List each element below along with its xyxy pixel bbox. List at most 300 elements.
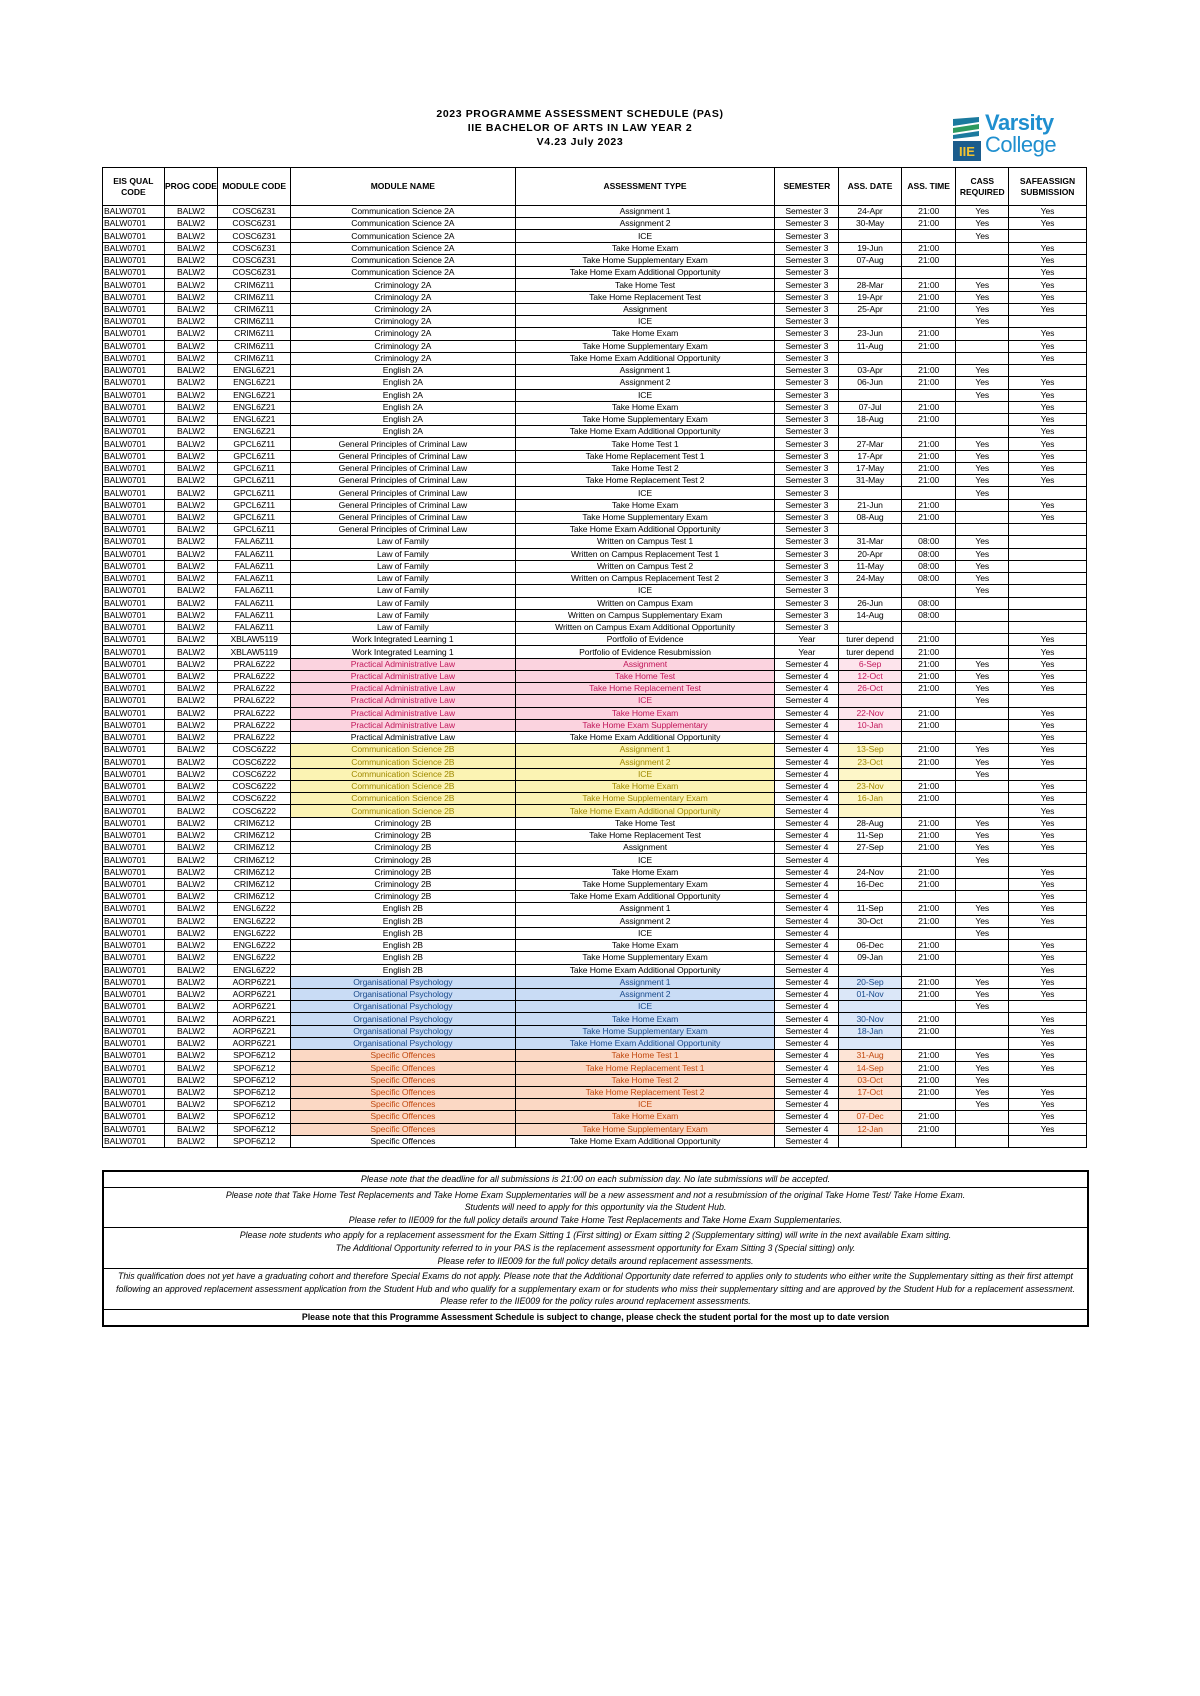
table-cell: BALW0701	[103, 1001, 165, 1013]
table-cell: BALW0701	[103, 413, 165, 425]
table-cell	[839, 316, 902, 328]
table-cell: Assignment 1	[515, 744, 775, 756]
table-cell: ICE	[515, 768, 775, 780]
table-cell: Yes	[1009, 964, 1087, 976]
table-cell	[956, 1037, 1009, 1049]
table-cell	[1009, 768, 1087, 780]
table-cell: FALA6Z11	[218, 609, 291, 621]
table-cell: Yes	[1009, 658, 1087, 670]
table-cell: Yes	[1009, 389, 1087, 401]
table-cell: 21:00	[901, 340, 956, 352]
table-cell	[956, 597, 1009, 609]
table-cell: Yes	[956, 487, 1009, 499]
table-row	[103, 340, 1087, 352]
table-cell: 08:00	[901, 597, 956, 609]
table-cell: Semester 4	[775, 756, 839, 768]
table-cell: Yes	[956, 548, 1009, 560]
table-cell: BALW2	[164, 878, 218, 890]
table-cell: BALW2	[164, 524, 218, 536]
table-cell	[956, 707, 1009, 719]
table-cell	[839, 267, 902, 279]
table-cell: 21:00	[901, 1013, 956, 1025]
table-cell: Yes	[956, 316, 1009, 328]
table-cell: Criminology 2B	[291, 866, 516, 878]
table-cell	[901, 927, 956, 939]
table-cell: Semester 3	[775, 585, 839, 597]
table-cell: Semester 4	[775, 707, 839, 719]
table-cell: Yes	[1009, 903, 1087, 915]
table-cell: Take Home Exam	[515, 707, 775, 719]
table-cell: ENGL6Z22	[218, 940, 291, 952]
table-cell: Semester 3	[775, 316, 839, 328]
table-cell: Semester 4	[775, 658, 839, 670]
table-cell: BALW2	[164, 1086, 218, 1098]
table-cell: Semester 3	[775, 573, 839, 585]
table-cell: Take Home Supplementary Exam	[515, 793, 775, 805]
table-row	[103, 707, 1087, 719]
table-cell: 16-Jan	[839, 793, 902, 805]
table-cell: Take Home Exam Additional Opportunity	[515, 964, 775, 976]
table-cell: BALW2	[164, 1062, 218, 1074]
table-cell	[956, 646, 1009, 658]
table-cell: Semester 3	[775, 218, 839, 230]
table-cell: English 2A	[291, 401, 516, 413]
table-cell: BALW0701	[103, 548, 165, 560]
table-cell: Take Home Test	[515, 817, 775, 829]
table-row	[103, 254, 1087, 266]
table-cell: Semester 3	[775, 267, 839, 279]
table-cell: 21:00	[901, 365, 956, 377]
table-cell	[901, 1001, 956, 1013]
table-row	[103, 450, 1087, 462]
table-cell: BALW0701	[103, 732, 165, 744]
table-cell: Yes	[1009, 475, 1087, 487]
table-cell: BALW2	[164, 585, 218, 597]
table-cell: 28-Mar	[839, 279, 902, 291]
table-row	[103, 683, 1087, 695]
table-cell: FALA6Z11	[218, 573, 291, 585]
table-cell: Semester 4	[775, 989, 839, 1001]
table-cell	[956, 254, 1009, 266]
table-cell: FALA6Z11	[218, 597, 291, 609]
table-cell: 13-Sep	[839, 744, 902, 756]
table-cell: Take Home Replacement Test	[515, 291, 775, 303]
table-cell: Take Home Replacement Test 1	[515, 450, 775, 462]
note-line: This qualification does not yet have a graduating cohort and therefore Special Exams do not apply. Please note that the Additional Opportunity date referred to applies only to students who either write the Supplementary sitting as their first attempt following an approved replacement assessment application from the Student Hub and who qualify for a supplementary exam or for students who miss their supplementary sitting and are approved by the Student Hub for a replacement assessment. Please refer to the IIE009 for the policy rules around replacement assessments.	[116, 1271, 1075, 1307]
table-cell: Assignment 2	[515, 989, 775, 1001]
table-cell: Yes	[956, 829, 1009, 841]
table-cell	[839, 487, 902, 499]
table-cell: Communication Science 2B	[291, 768, 516, 780]
table-cell: Semester 3	[775, 560, 839, 572]
table-cell: 21:00	[901, 781, 956, 793]
table-cell: Yes	[1009, 1013, 1087, 1025]
table-row	[103, 573, 1087, 585]
table-cell: 21:00	[901, 511, 956, 523]
table-cell: BALW0701	[103, 719, 165, 731]
table-cell: Yes	[1009, 891, 1087, 903]
table-cell: COSC6Z22	[218, 781, 291, 793]
table-cell: 21:00	[901, 1074, 956, 1086]
table-cell	[956, 524, 1009, 536]
table-cell: Yes	[956, 695, 1009, 707]
table-cell: Communication Science 2B	[291, 744, 516, 756]
table-cell: BALW2	[164, 438, 218, 450]
table-cell: Semester 3	[775, 462, 839, 474]
table-cell: Criminology 2B	[291, 878, 516, 890]
table-cell: 21:00	[901, 242, 956, 254]
table-cell: ENGL6Z21	[218, 426, 291, 438]
table-cell: Take Home Supplementary Exam	[515, 878, 775, 890]
table-cell: BALW0701	[103, 1037, 165, 1049]
table-cell: ICE	[515, 1001, 775, 1013]
note-line: Please refer to IIE009 for the full policy details around replacement assessments.	[437, 1255, 754, 1266]
table-cell	[901, 854, 956, 866]
table-cell: 21:00	[901, 756, 956, 768]
table-cell: Semester 4	[775, 1050, 839, 1062]
table-cell: Yes	[956, 279, 1009, 291]
table-cell: Semester 4	[775, 842, 839, 854]
table-cell: 21:00	[901, 438, 956, 450]
table-cell: BALW0701	[103, 560, 165, 572]
table-cell: Law of Family	[291, 597, 516, 609]
table-cell: Specific Offences	[291, 1111, 516, 1123]
note-line: The Additional Opportunity referred to in your PAS is the replacement assessment opportunity for Exam Sitting 3 (Special sitting) only.	[335, 1242, 856, 1253]
table-cell: CRIM6Z11	[218, 316, 291, 328]
table-cell: SPOF6Z12	[218, 1050, 291, 1062]
table-cell: BALW2	[164, 401, 218, 413]
table-cell: CRIM6Z11	[218, 352, 291, 364]
table-cell: BALW2	[164, 340, 218, 352]
table-cell	[1009, 695, 1087, 707]
table-cell: BALW0701	[103, 1050, 165, 1062]
table-cell: BALW2	[164, 756, 218, 768]
table-cell: Take Home Exam	[515, 1111, 775, 1123]
table-cell: 31-Aug	[839, 1050, 902, 1062]
table-cell: Communication Science 2B	[291, 756, 516, 768]
note-block	[104, 1310, 1087, 1325]
table-row	[103, 793, 1087, 805]
table-cell: Organisational Psychology	[291, 989, 516, 1001]
table-cell: BALW2	[164, 242, 218, 254]
table-cell: Take Home Exam	[515, 1013, 775, 1025]
table-cell: Yes	[956, 573, 1009, 585]
table-cell: BALW0701	[103, 1123, 165, 1135]
table-row	[103, 621, 1087, 633]
table-row	[103, 389, 1087, 401]
table-cell: 27-Mar	[839, 438, 902, 450]
table-cell: BALW0701	[103, 206, 165, 218]
table-cell: turer depend	[839, 646, 902, 658]
table-cell: 31-Mar	[839, 536, 902, 548]
table-cell: COSC6Z31	[218, 242, 291, 254]
table-cell: BALW0701	[103, 573, 165, 585]
table-cell: ICE	[515, 487, 775, 499]
table-cell	[839, 854, 902, 866]
table-cell: English 2A	[291, 389, 516, 401]
table-cell: Semester 4	[775, 878, 839, 890]
table-cell: Yes	[1009, 1111, 1087, 1123]
table-cell: Assignment	[515, 658, 775, 670]
table-cell: GPCL6Z11	[218, 438, 291, 450]
table-cell: Communication Science 2A	[291, 242, 516, 254]
table-cell: Yes	[1009, 267, 1087, 279]
table-cell: Yes	[956, 230, 1009, 242]
table-cell: Semester 4	[775, 1135, 839, 1147]
table-cell: 08:00	[901, 573, 956, 585]
table-cell: Organisational Psychology	[291, 976, 516, 988]
table-cell: Semester 3	[775, 303, 839, 315]
table-cell: Semester 3	[775, 254, 839, 266]
table-cell: 21:00	[901, 254, 956, 266]
table-cell: Yes	[1009, 976, 1087, 988]
table-cell: Take Home Exam Supplementary	[515, 719, 775, 731]
table-cell	[839, 389, 902, 401]
table-row	[103, 670, 1087, 682]
table-cell: Yes	[956, 389, 1009, 401]
table-row	[103, 462, 1087, 474]
table-cell: COSC6Z22	[218, 756, 291, 768]
table-cell: Semester 3	[775, 487, 839, 499]
table-row	[103, 1086, 1087, 1098]
table-cell	[901, 891, 956, 903]
note-line: Please note that this Programme Assessment Schedule is subject to change, please check the student portal for the most up to date version	[301, 1311, 890, 1322]
table-cell: Yes	[956, 927, 1009, 939]
table-cell: BALW2	[164, 267, 218, 279]
table-cell: Semester 3	[775, 328, 839, 340]
table-cell: BALW0701	[103, 842, 165, 854]
table-cell: Yes	[1009, 670, 1087, 682]
table-cell: Communication Science 2A	[291, 218, 516, 230]
table-cell: Yes	[1009, 511, 1087, 523]
table-cell: Criminology 2A	[291, 340, 516, 352]
table-cell: BALW0701	[103, 291, 165, 303]
table-cell: BALW2	[164, 964, 218, 976]
table-cell: SPOF6Z12	[218, 1086, 291, 1098]
table-cell: BALW2	[164, 842, 218, 854]
table-row	[103, 781, 1087, 793]
table-cell	[839, 805, 902, 817]
table-cell: Semester 3	[775, 377, 839, 389]
programme-title: IIE BACHELOR OF ARTS IN LAW YEAR 2	[467, 122, 693, 134]
table-cell: 17-Apr	[839, 450, 902, 462]
table-cell: Yes	[1009, 756, 1087, 768]
table-cell: Semester 4	[775, 829, 839, 841]
table-cell: BALW0701	[103, 499, 165, 511]
table-cell: 21:00	[901, 499, 956, 511]
table-cell: Take Home Exam	[515, 499, 775, 511]
note-block	[104, 1228, 1087, 1269]
table-cell: BALW0701	[103, 511, 165, 523]
table-cell: CRIM6Z12	[218, 878, 291, 890]
table-cell: Take Home Supplementary Exam	[515, 340, 775, 352]
table-cell: Take Home Exam Additional Opportunity	[515, 732, 775, 744]
table-cell: GPCL6Z11	[218, 487, 291, 499]
table-cell: Semester 3	[775, 340, 839, 352]
table-cell: Take Home Exam	[515, 866, 775, 878]
table-cell: 21:00	[901, 646, 956, 658]
table-cell: Yes	[1009, 707, 1087, 719]
table-cell: Law of Family	[291, 560, 516, 572]
table-cell	[1009, 573, 1087, 585]
table-cell: Yes	[956, 218, 1009, 230]
table-cell	[839, 1135, 902, 1147]
table-cell: BALW2	[164, 389, 218, 401]
table-cell: 21:00	[901, 817, 956, 829]
table-cell: Work Integrated Learning 1	[291, 646, 516, 658]
table-cell: BALW0701	[103, 597, 165, 609]
table-row	[103, 915, 1087, 927]
table-cell	[956, 1111, 1009, 1123]
table-cell: BALW0701	[103, 218, 165, 230]
table-cell: ENGL6Z22	[218, 915, 291, 927]
table-row	[103, 756, 1087, 768]
table-cell: ENGL6Z21	[218, 377, 291, 389]
table-cell: Semester 3	[775, 413, 839, 425]
varsity-college-logo	[950, 110, 1110, 165]
document-header	[100, 108, 1100, 167]
table-cell: BALW2	[164, 573, 218, 585]
table-cell: ICE	[515, 695, 775, 707]
table-cell: BALW2	[164, 328, 218, 340]
table-cell: Yes	[1009, 866, 1087, 878]
table-cell: 18-Jan	[839, 1025, 902, 1037]
table-cell: Semester 4	[775, 866, 839, 878]
table-cell	[901, 352, 956, 364]
table-cell: ICE	[515, 316, 775, 328]
table-row	[103, 1013, 1087, 1025]
table-cell	[956, 621, 1009, 633]
table-cell	[956, 511, 1009, 523]
table-cell: 07-Jul	[839, 401, 902, 413]
table-cell: PRAL6Z22	[218, 732, 291, 744]
table-cell	[839, 732, 902, 744]
table-cell: BALW0701	[103, 365, 165, 377]
table-row	[103, 487, 1087, 499]
table-cell: Specific Offences	[291, 1074, 516, 1086]
table-cell: Take Home Replacement Test	[515, 683, 775, 695]
table-cell: BALW2	[164, 254, 218, 266]
table-cell: BALW0701	[103, 328, 165, 340]
table-cell: BALW0701	[103, 377, 165, 389]
table-cell	[1009, 487, 1087, 499]
table-row	[103, 560, 1087, 572]
table-cell: Semester 4	[775, 1099, 839, 1111]
table-cell: GPCL6Z11	[218, 462, 291, 474]
table-cell: General Principles of Criminal Law	[291, 462, 516, 474]
table-cell: BALW0701	[103, 915, 165, 927]
table-row	[103, 1050, 1087, 1062]
table-cell: 12-Jan	[839, 1123, 902, 1135]
table-cell: Semester 3	[775, 548, 839, 560]
table-cell: 21:00	[901, 952, 956, 964]
table-cell	[901, 585, 956, 597]
table-cell: BALW2	[164, 695, 218, 707]
table-cell: Yes	[1009, 242, 1087, 254]
table-cell: Communication Science 2A	[291, 254, 516, 266]
table-cell: Written on Campus Test 2	[515, 560, 775, 572]
table-cell: BALW0701	[103, 609, 165, 621]
table-cell: Semester 4	[775, 1111, 839, 1123]
table-cell: Yes	[956, 560, 1009, 572]
table-cell	[839, 585, 902, 597]
table-row	[103, 891, 1087, 903]
table-cell: Yes	[1009, 328, 1087, 340]
table-cell	[956, 242, 1009, 254]
table-cell: Yes	[956, 1099, 1009, 1111]
table-cell: Yes	[1009, 206, 1087, 218]
table-cell: Yes	[956, 1050, 1009, 1062]
table-cell: BALW0701	[103, 805, 165, 817]
table-cell: Semester 4	[775, 903, 839, 915]
table-cell: Yes	[1009, 1086, 1087, 1098]
table-cell: BALW0701	[103, 316, 165, 328]
table-cell: BALW0701	[103, 683, 165, 695]
table-cell: Portfolio of Evidence Resubmission	[515, 646, 775, 658]
table-row	[103, 1123, 1087, 1135]
table-row	[103, 768, 1087, 780]
table-cell: Semester 3	[775, 524, 839, 536]
table-cell: Portfolio of Evidence	[515, 634, 775, 646]
table-cell: 21:00	[901, 218, 956, 230]
table-cell: BALW0701	[103, 462, 165, 474]
col-header-module-name: MODULE NAME	[291, 168, 516, 206]
table-cell: ICE	[515, 854, 775, 866]
col-header-module-code: MODULE CODE	[218, 168, 291, 206]
table-cell: BALW0701	[103, 426, 165, 438]
table-row	[103, 1062, 1087, 1074]
table-row	[103, 316, 1087, 328]
table-cell: Semester 4	[775, 1001, 839, 1013]
table-cell: Practical Administrative Law	[291, 695, 516, 707]
table-cell: Take Home Replacement Test 2	[515, 475, 775, 487]
table-cell: BALW2	[164, 536, 218, 548]
table-cell: Yes	[1009, 1123, 1087, 1135]
table-cell: Assignment	[515, 842, 775, 854]
table-cell: Semester 4	[775, 1013, 839, 1025]
table-row	[103, 511, 1087, 523]
table-cell	[956, 609, 1009, 621]
table-cell: English 2A	[291, 413, 516, 425]
table-cell: BALW0701	[103, 1013, 165, 1025]
table-cell: BALW2	[164, 1037, 218, 1049]
table-cell: Semester 3	[775, 609, 839, 621]
table-cell: ICE	[515, 585, 775, 597]
table-cell: 21-Jun	[839, 499, 902, 511]
col-header-prog-code: PROG CODE	[164, 168, 218, 206]
table-cell: COSC6Z31	[218, 254, 291, 266]
table-cell: BALW2	[164, 426, 218, 438]
table-cell: Semester 4	[775, 768, 839, 780]
table-cell: Yes	[956, 206, 1009, 218]
table-cell: COSC6Z31	[218, 218, 291, 230]
table-cell: Written on Campus Replacement Test 1	[515, 548, 775, 560]
table-cell: 19-Jun	[839, 242, 902, 254]
table-cell: BALW2	[164, 291, 218, 303]
table-cell: Practical Administrative Law	[291, 670, 516, 682]
table-cell	[956, 401, 1009, 413]
table-cell: AORP6Z21	[218, 1013, 291, 1025]
table-cell: BALW0701	[103, 891, 165, 903]
table-cell: BALW2	[164, 793, 218, 805]
table-cell: Semester 3	[775, 279, 839, 291]
table-cell	[901, 230, 956, 242]
table-cell: 21:00	[901, 744, 956, 756]
table-cell: Take Home Exam Additional Opportunity	[515, 524, 775, 536]
table-cell: Yes	[1009, 952, 1087, 964]
table-cell: Semester 4	[775, 793, 839, 805]
table-cell: Semester 3	[775, 450, 839, 462]
